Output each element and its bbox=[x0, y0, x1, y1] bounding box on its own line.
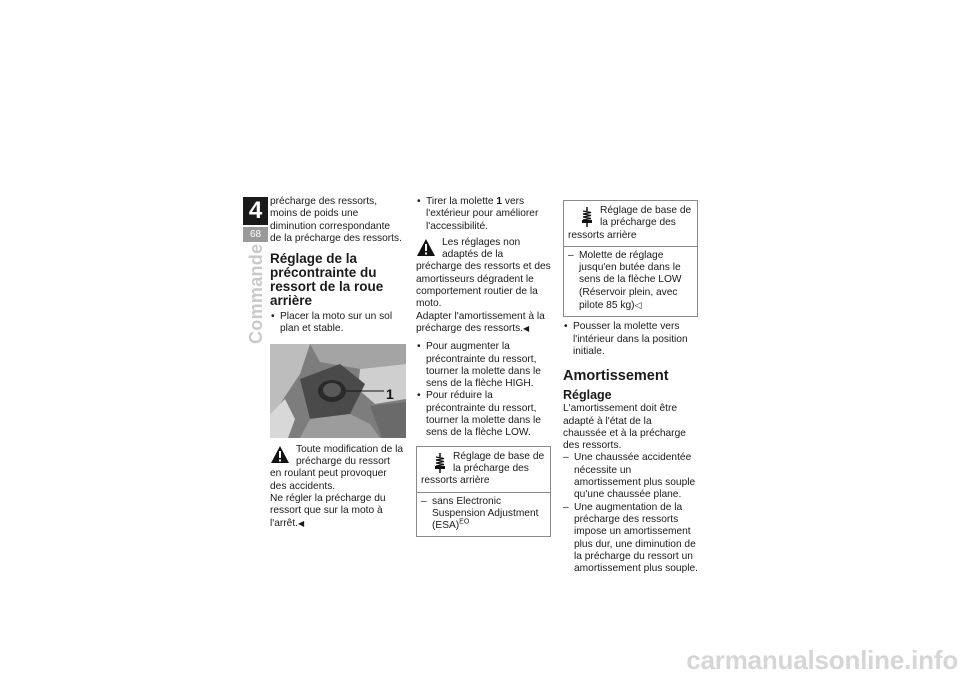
column-2 bbox=[416, 196, 551, 537]
dash-preload-increase: – Une augmentation de la précharge des ressorts impose un amortissement plus dur, une diminution de la précharge du ressort un amortissement plus souple. bbox=[563, 502, 698, 576]
bullet-decrease-preload: • Pour réduire la précontrainte du ressort, tourner la molette dans le sens de la flèche LOW. bbox=[416, 390, 551, 439]
intro-paragraph: précharge des ressorts, moins de poids une diminution correspondante de la précharge des ressorts. bbox=[270, 196, 402, 244]
end-mark-open: ◁ bbox=[634, 300, 642, 311]
warning-instruction: Ne régler la précharge du ressort que sur la moto à l'arrêt. bbox=[270, 492, 386, 529]
warning-triangle-icon bbox=[416, 238, 436, 258]
bullet-pull-knob-callout: 1 bbox=[496, 196, 503, 207]
dash-rough-road: – Une chaussée accidentée nécessite un amortissement plus souple qu'une chaussée plane. bbox=[563, 452, 698, 501]
bullet-pull-knob-text: Tirer la molette bbox=[426, 196, 497, 207]
column-1 bbox=[270, 196, 404, 530]
bullet-pull-knob bbox=[416, 196, 551, 233]
warning-instruction: Adapter l'amortissement à la précharge des ressorts. bbox=[416, 310, 545, 334]
info-box-title: Réglage de base de la précharge des ressorts arrière bbox=[421, 450, 545, 487]
bullet-increase-preload: • Pour augmenter la précontrainte du ressort, tourner la molette dans le sens de la flèche HIGH. bbox=[416, 341, 551, 390]
spring-adjust-icon bbox=[433, 453, 447, 473]
section-side-label-text: Commande bbox=[246, 243, 266, 344]
end-mark: ◀ bbox=[523, 323, 530, 333]
bullet-pull-knob-text-end: vers l'extérieur pour améliorer l'accessibilité. bbox=[426, 196, 539, 232]
photo-adjuster-knob bbox=[270, 344, 406, 438]
warning-block-settings bbox=[416, 237, 551, 335]
info-box-title: Réglage de base de la précharge des ressorts arrière bbox=[568, 205, 692, 241]
warning-text: Toute modification de la précharge du ressort en roulant peut provoquer des accidents. bbox=[270, 443, 404, 492]
warning-triangle-icon bbox=[270, 445, 290, 465]
end-mark: ◀ bbox=[298, 518, 305, 528]
info-box-header bbox=[417, 447, 550, 493]
column-3 bbox=[563, 196, 698, 575]
info-box-item: Molette de réglage jusqu'en butée dans le sens de la flèche LOW (Réservoir plein, avec pilote 85 kg) bbox=[579, 249, 682, 312]
photo-callout-number: 1 bbox=[386, 385, 394, 402]
chapter-number: 4 bbox=[243, 197, 268, 225]
warning-block-riding bbox=[270, 444, 404, 530]
heading-damping: Amortissement bbox=[563, 368, 669, 385]
info-box-base-setting bbox=[416, 446, 551, 538]
watermark-text: carmanualsonline.info bbox=[686, 645, 958, 675]
subheading-adjustment: Réglage bbox=[563, 388, 612, 403]
warning-text: Les réglages non adaptés de la précharge des ressorts et des amortisseurs dégradent le comportement routier de la moto. bbox=[416, 236, 551, 310]
bullet-place-bike: • Placer la moto sur un sol plan et stable. bbox=[270, 311, 404, 336]
info-box-item: sans Electronic Suspension Adjustment (ESA) bbox=[432, 495, 539, 532]
info-box-base-setting-value bbox=[563, 200, 698, 317]
bullet-push-knob: • Pousser la molette vers l'intérieur dans la position initiale. bbox=[563, 321, 698, 358]
heading-spring-preload: Réglage de la précontrainte du ressort de la roue arrière bbox=[270, 251, 384, 309]
page-number: 68 bbox=[243, 227, 268, 242]
spring-adjust-icon bbox=[580, 207, 594, 227]
info-box-header bbox=[564, 201, 697, 247]
damping-paragraph: L'amortissement doit être adapté à l'état de la chaussée et à la précharge des ressorts. bbox=[563, 403, 686, 452]
info-box-body bbox=[564, 247, 697, 316]
info-box-body bbox=[417, 493, 550, 537]
optional-equipment-mark: EO bbox=[459, 518, 470, 526]
